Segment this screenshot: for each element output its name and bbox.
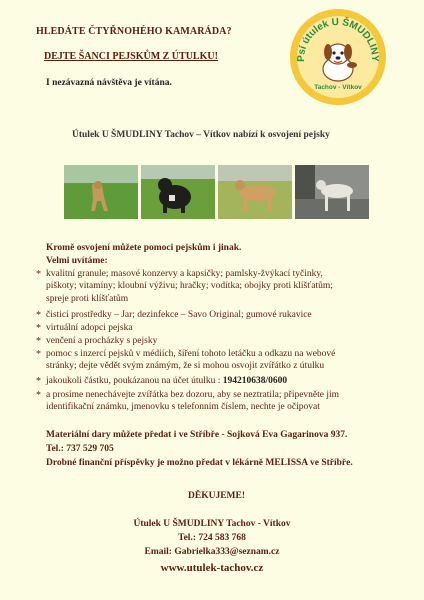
help-item-food: * kvalitní granule; masové konzervy a kapsičky; pamlsky-žvýkací tyčinky, piškoty; vitamíny; kloubní výživu; hračky; vodítka; obojky proti klíšťatům; spreje proti klíšťatům [36,269,333,304]
help-item-safety: * a prosíme nenechávejte zvířátka bez dozoru, aby se neztratila; připevněte jim identifikační známku, jmenovku s telefonním číslem, nechte je očipovat [36,390,340,413]
donation-phone: Tel.: 737 529 705 [46,444,114,454]
svg-text:Psí útulek U ŠMUDLINY: Psí útulek U ŠMUDLINY [295,16,381,62]
dog-photos [64,165,368,219]
adoption-offer: Útulek U ŠMUDLINY Tachov – Vítkov nabízí k osvojení pejsky [72,130,330,140]
help-item-walking: * venčení a procházky s pejsky [36,336,158,347]
help-item-promotion: * pomoc s inzercí pejsků v médiích, šíření tohoto letáčku a odkazu na webové stránky; dejte vědět svým známým, že si mohou osvojit zvířátko z útulku [36,349,336,372]
shelter-logo [288,7,388,107]
help-item-donation-account: * jakoukoli částku, poukázanou na účet útulku : 194210638/0600 [36,376,288,387]
headline-question: HLEDÁTE ČTYŘNOHÉHO KAMARÁDA? [36,26,232,37]
contact-name: Útulek U ŠMUDLINY Tachov - Vítkov [133,519,291,529]
contact-email: Email: Gabrielka333@seznam.cz [144,547,280,557]
help-intro: Kromě osvojení můžete pomoci pejskům i jinak. [46,243,242,253]
donation-financial-line: Drobné finanční příspěvky je možno předat v lékárně MELISSA ve Stříbře. [46,458,353,468]
website-link[interactable]: www.utulek-tachov.cz [160,562,264,574]
dog-photo-3 [218,165,292,219]
dog-photo-2 [141,165,215,219]
donation-material-line: Materiální dary můžete předat i ve Stříbře - Sojková Eva Gagarinova 937. [46,430,348,440]
headline-appeal: DEJTE ŠANCI PEJSKŮM Z ÚTULKU! [44,51,218,62]
svg-text:Tachov - Vítkov: Tachov - Vítkov [314,84,362,91]
dog-photo-4 [295,165,369,219]
bank-account-number: 194210638/0600 [222,376,288,386]
help-item-virtual-adoption: * virtuální adopci pejska [36,323,133,334]
contact-phone: Tel.: 724 583 768 [178,533,246,543]
help-item-cleaning: * čisticí prostředky – Jar; dezinfekce – Savo Original; gumové rukavice [36,310,312,321]
headline-visit-note: I nezávazná návštěva je vítána. [46,78,172,88]
help-welcome: Velmi uvítáme: [46,256,108,266]
thanks-heading: DĚKUJEME! [188,491,245,501]
dog-photo-1 [64,165,138,219]
